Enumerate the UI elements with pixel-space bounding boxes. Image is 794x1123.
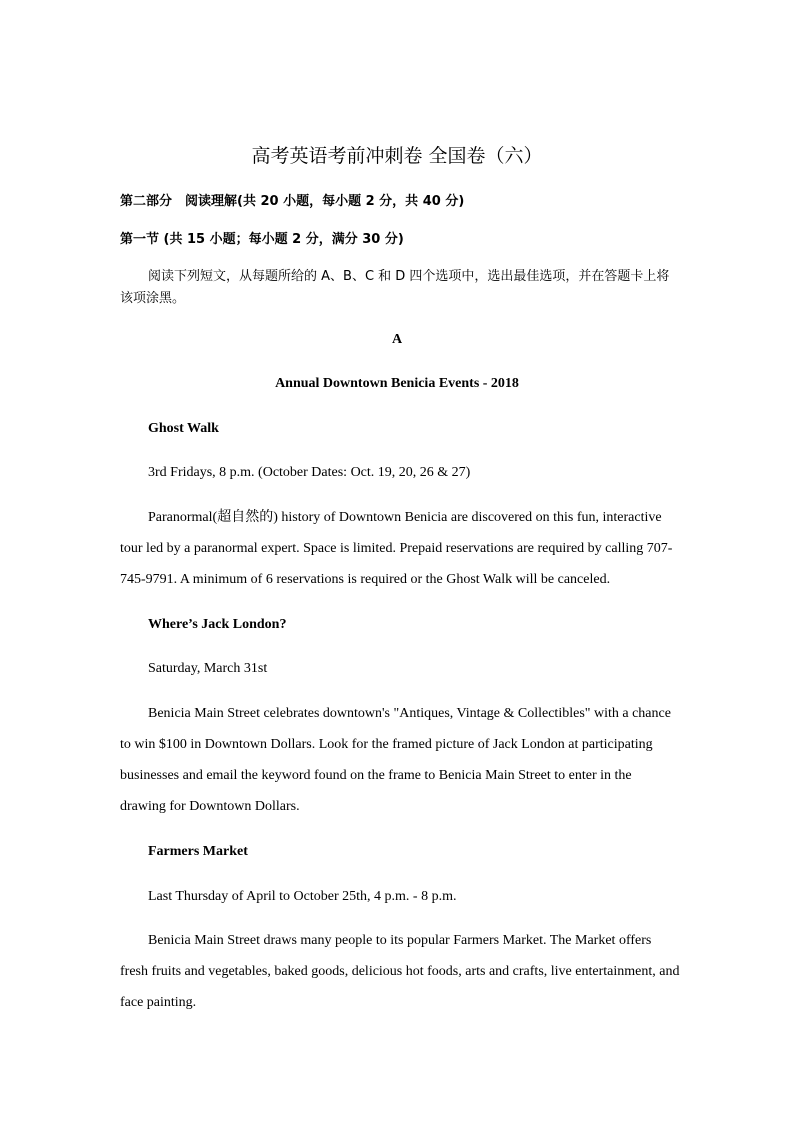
- event-title: Ghost Walk: [148, 421, 219, 436]
- part-heading: 第二部分 阅读理解(共 20 小题，每小题 2 分，共 40 分): [120, 194, 465, 209]
- instructions-paragraph: 阅读下列短文，从每题所给的 A、B、C 和 D 四个选项中，选出最佳选项，并在答题卡上将该项涂黑。: [120, 269, 670, 306]
- event-title: Farmers Market: [148, 844, 248, 859]
- page-title: 高考英语考前冲刺卷 全国卷（六）: [251, 145, 543, 167]
- event-description: Benicia Main Street draws many people to its popular Farmers Market. The Market offers fresh fruits and vegetables, baked goods, delicious hot foods, arts and crafts, live entertainment, and face painting.: [120, 933, 680, 1010]
- section-heading: 第一节 (共 15 小题；每小题 2 分，满分 30 分): [120, 232, 404, 247]
- event-description: Benicia Main Street celebrates downtown's "Antiques, Vintage & Collectibles" with a chance to win $100 in Downtown Dollars. Look for the framed picture of Jack London at participating businesses and email the keyword found on the frame to Benicia Main Street to enter in the drawing for Downtown Dollars.: [120, 706, 671, 814]
- event-description: Paranormal(超自然的) history of Downtown Benicia are discovered on this fun, interactive tour led by a paranormal expert. Space is limited. Prepaid reservations are required by calling 707-745-9791. A minimum of 6 reservations is required or the Ghost Walk will be canceled.: [120, 510, 673, 587]
- event-date: Last Thursday of April to October 25th, 4 p.m. - 8 p.m.: [148, 889, 457, 904]
- event-date: 3rd Fridays, 8 p.m. (October Dates: Oct. 19, 20, 26 & 27): [148, 465, 471, 480]
- passage-letter: A: [391, 332, 403, 347]
- event-date: Saturday, March 31st: [148, 661, 268, 676]
- passage-title: Annual Downtown Benicia Events - 2018: [275, 376, 519, 391]
- event-title: Where’s Jack London?: [148, 617, 287, 632]
